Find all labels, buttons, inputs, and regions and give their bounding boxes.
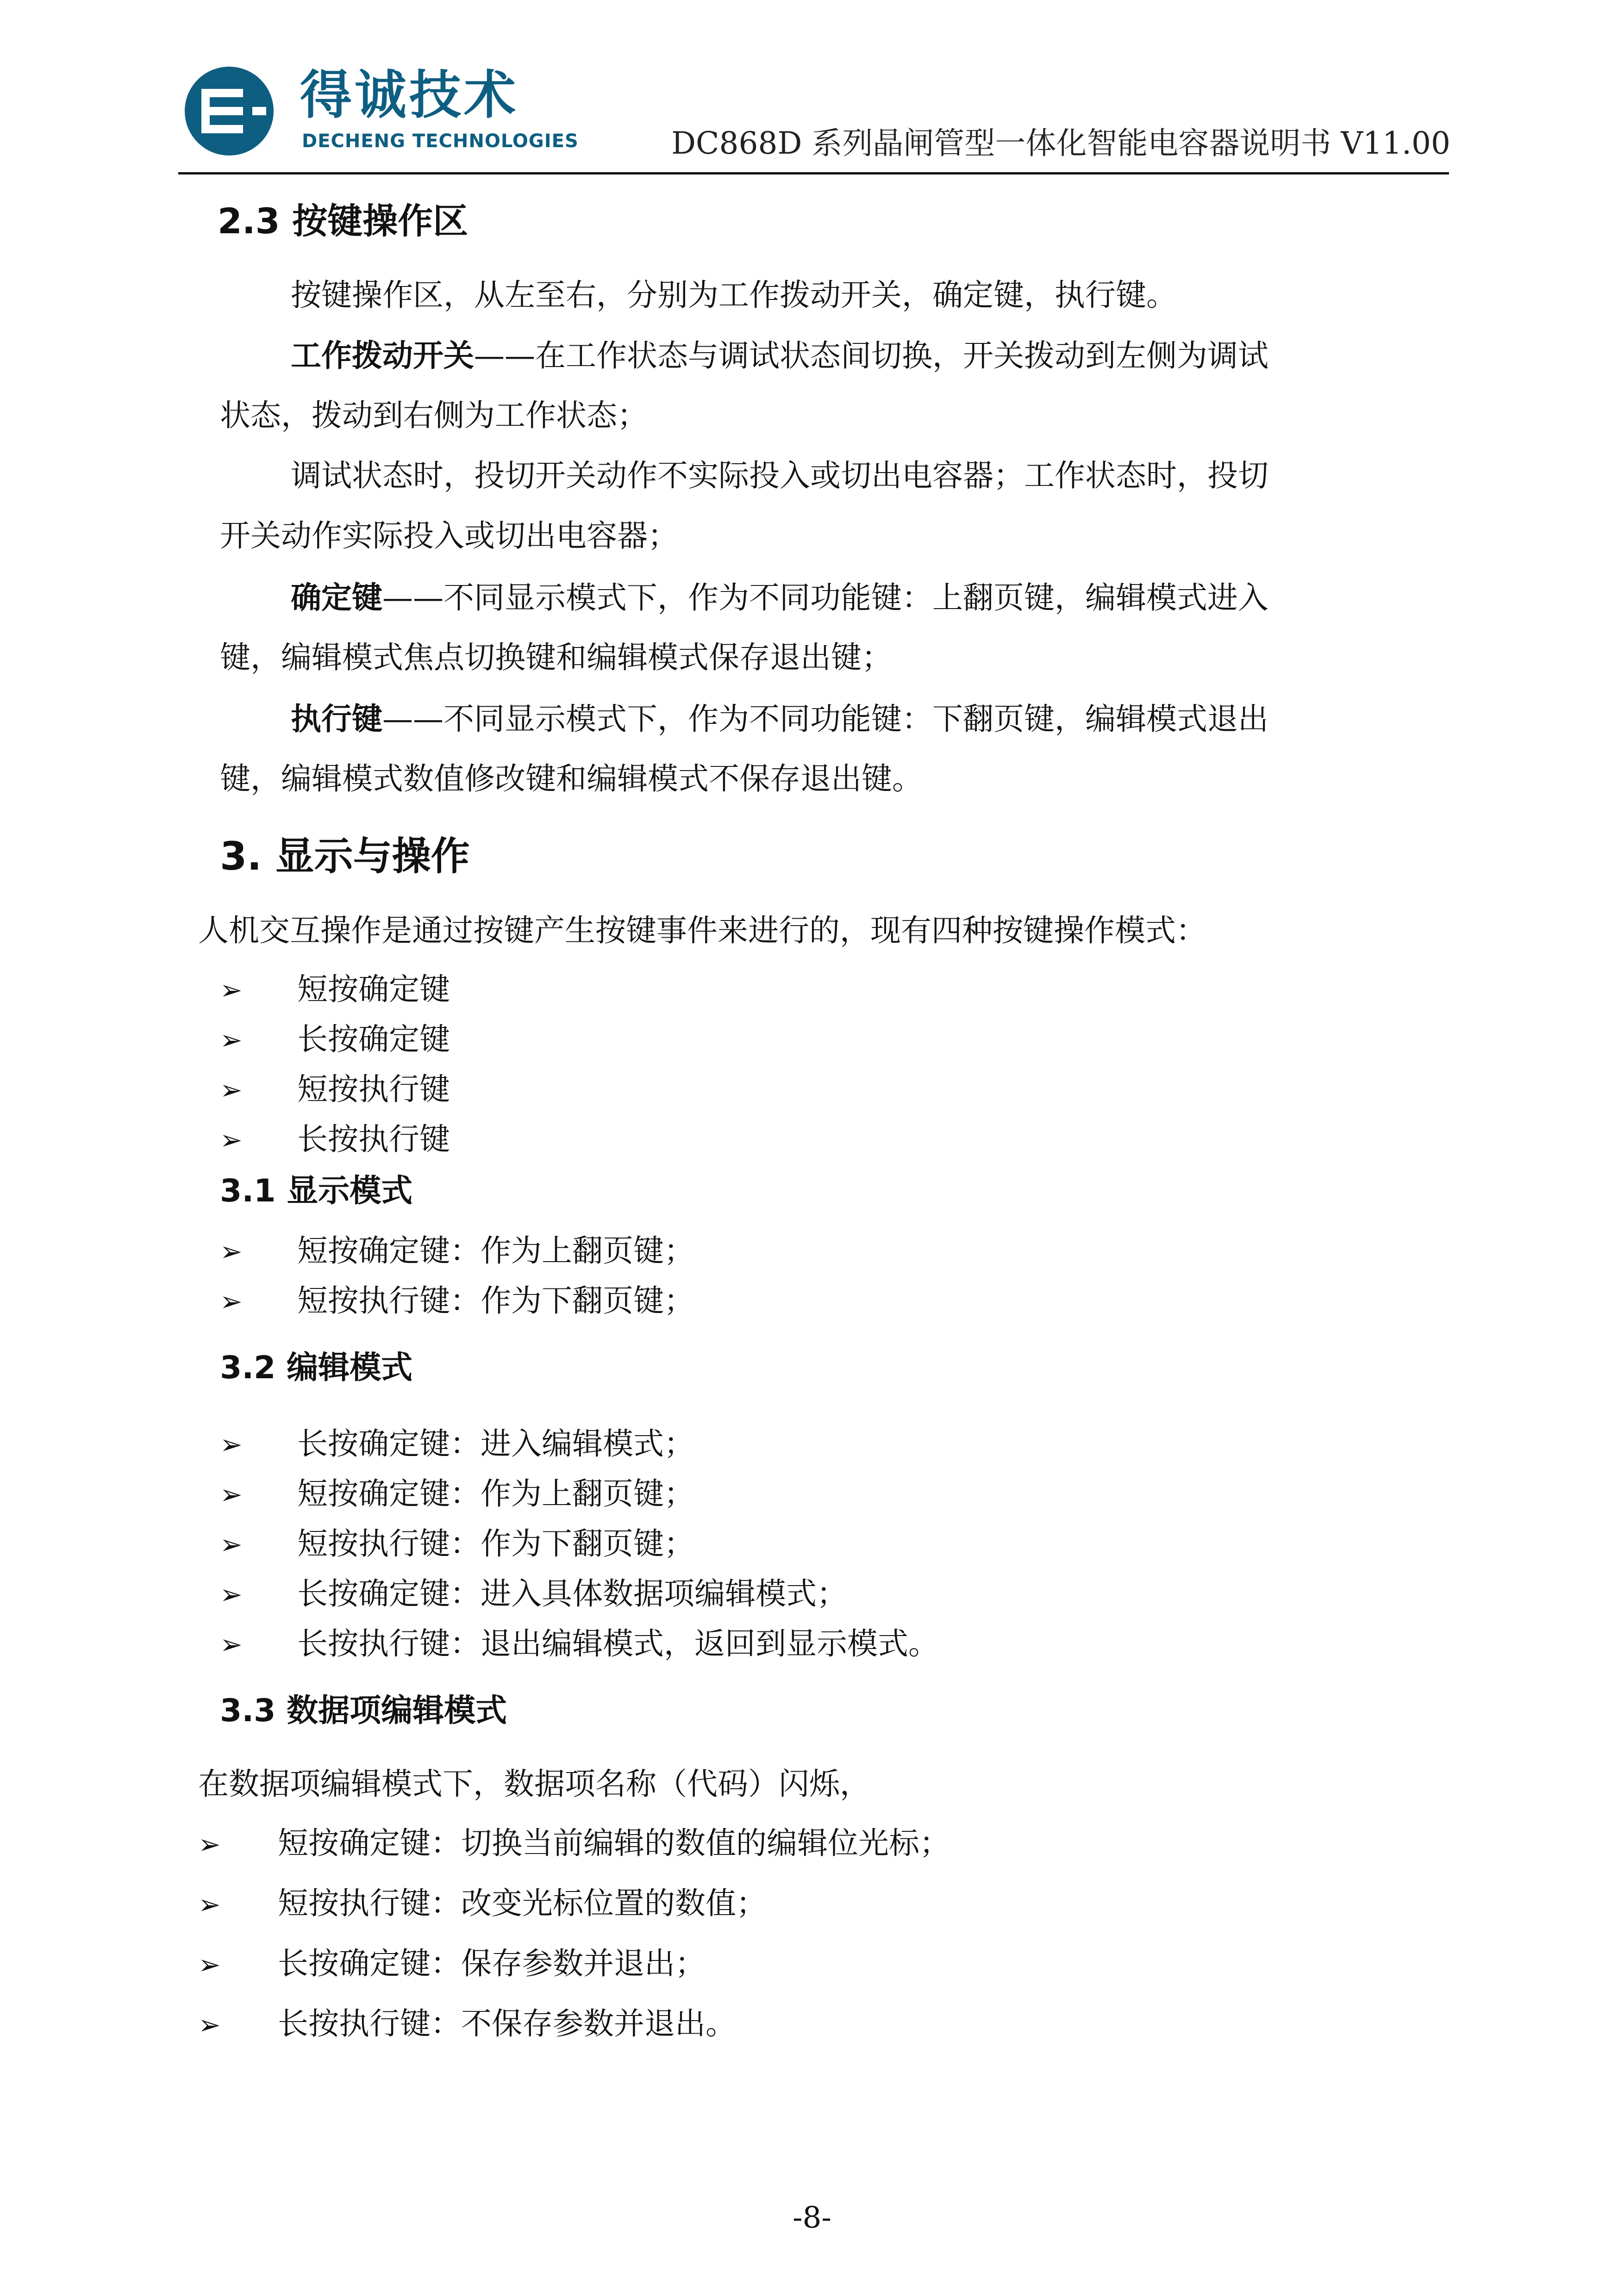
section-2-3-heading: 2.3 按键操作区 <box>218 200 468 242</box>
bullet-arrow-icon: ➢ <box>198 1829 221 1860</box>
section-3-2-heading: 3.2 编辑模式 <box>220 1350 413 1386</box>
s23-confirm-line2: 键，编辑模式焦点切换键和编辑模式保存退出键； <box>220 640 892 675</box>
bullet-arrow-icon: ➢ <box>220 1124 243 1156</box>
s32-item: 短按确定键：作为上翻页键； <box>297 1476 694 1512</box>
brand-name-en: DECHENG TECHNOLOGIES <box>302 131 579 152</box>
section-3-heading: 3. 显示与操作 <box>220 834 470 879</box>
term-confirm: 确定键 <box>291 579 382 616</box>
company-logo-icon <box>183 65 275 157</box>
bullet-arrow-icon: ➢ <box>220 1529 243 1560</box>
s23-confirm-line1: 确定键——不同显示模式下，作为不同功能键：上翻页键，编辑模式进入 <box>291 579 1268 616</box>
bullet-arrow-icon: ➢ <box>198 2009 221 2041</box>
section-3-3-heading: 3.3 数据项编辑模式 <box>220 1692 507 1729</box>
s23-intro: 按键操作区，从左至右，分别为工作拨动开关，确定键，执行键。 <box>291 277 1177 313</box>
document-title: DC868D 系列晶闸管型一体化智能电容器说明书 V11.00 <box>671 125 1450 161</box>
s23-switch-line3: 调试状态时，投切开关动作不实际投入或切出电容器；工作状态时，投切 <box>291 458 1268 493</box>
s33-item: 短按执行键：改变光标位置的数值； <box>278 1885 767 1921</box>
bullet-arrow-icon: ➢ <box>220 1024 243 1056</box>
bullet-arrow-icon: ➢ <box>220 1429 243 1460</box>
brand-name-cn: 得诚技术 <box>300 65 518 125</box>
s33-item: 长按执行键：不保存参数并退出。 <box>278 2006 736 2041</box>
s32-item: 长按确定键：进入具体数据项编辑模式； <box>297 1576 847 1612</box>
s23-switch-line2: 状态，拨动到右侧为工作状态； <box>220 398 648 433</box>
s23-execute-line1: 执行键——不同显示模式下，作为不同功能键：下翻页键，编辑模式退出 <box>291 701 1268 737</box>
bullet-arrow-icon: ➢ <box>198 1949 221 1980</box>
bullet-arrow-icon: ➢ <box>220 1479 243 1510</box>
s23-execute-line2: 键，编辑模式数值修改键和编辑模式不保存退出键。 <box>220 761 923 796</box>
s23-switch-line4: 开关动作实际投入或切出电容器； <box>220 518 678 554</box>
bullet-arrow-icon: ➢ <box>220 1629 243 1660</box>
header-rule <box>178 172 1449 174</box>
bullet-arrow-icon: ➢ <box>220 1236 243 1267</box>
s33-intro: 在数据项编辑模式下，数据项名称（代码）闪烁， <box>198 1766 870 1802</box>
bullet-arrow-icon: ➢ <box>198 1889 221 1920</box>
term-execute: 执行键 <box>291 701 382 737</box>
bullet-arrow-icon: ➢ <box>220 974 243 1006</box>
s3-mode-item: 长按执行键 <box>297 1121 450 1157</box>
s3-intro: 人机交互操作是通过按键产生按键事件来进行的，现有四种按键操作模式： <box>198 913 1206 948</box>
page-number: -8- <box>793 2201 831 2235</box>
bullet-arrow-icon: ➢ <box>220 1579 243 1610</box>
s23-switch-line1: 工作拨动开关——在工作状态与调试状态间切换，开关拨动到左侧为调试 <box>291 337 1268 373</box>
s33-item: 短按确定键：切换当前编辑的数值的编辑位光标； <box>278 1825 950 1861</box>
s32-item: 长按确定键：进入编辑模式； <box>297 1426 694 1462</box>
section-3-1-heading: 3.1 显示模式 <box>220 1173 413 1209</box>
s33-item: 长按确定键：保存参数并退出； <box>278 1946 706 1981</box>
s32-item: 长按执行键：退出编辑模式，返回到显示模式。 <box>297 1626 939 1661</box>
s32-item: 短按执行键：作为下翻页键； <box>297 1526 694 1562</box>
bullet-arrow-icon: ➢ <box>220 1286 243 1317</box>
bullet-arrow-icon: ➢ <box>220 1074 243 1106</box>
s31-item: 短按确定键：作为上翻页键； <box>297 1233 694 1269</box>
s31-item: 短按执行键：作为下翻页键； <box>297 1283 694 1319</box>
term-switch: 工作拨动开关 <box>291 337 474 373</box>
s3-mode-item: 长按确定键 <box>297 1021 450 1057</box>
s3-mode-item: 短按执行键 <box>297 1071 450 1107</box>
s3-mode-item: 短按确定键 <box>297 971 450 1007</box>
